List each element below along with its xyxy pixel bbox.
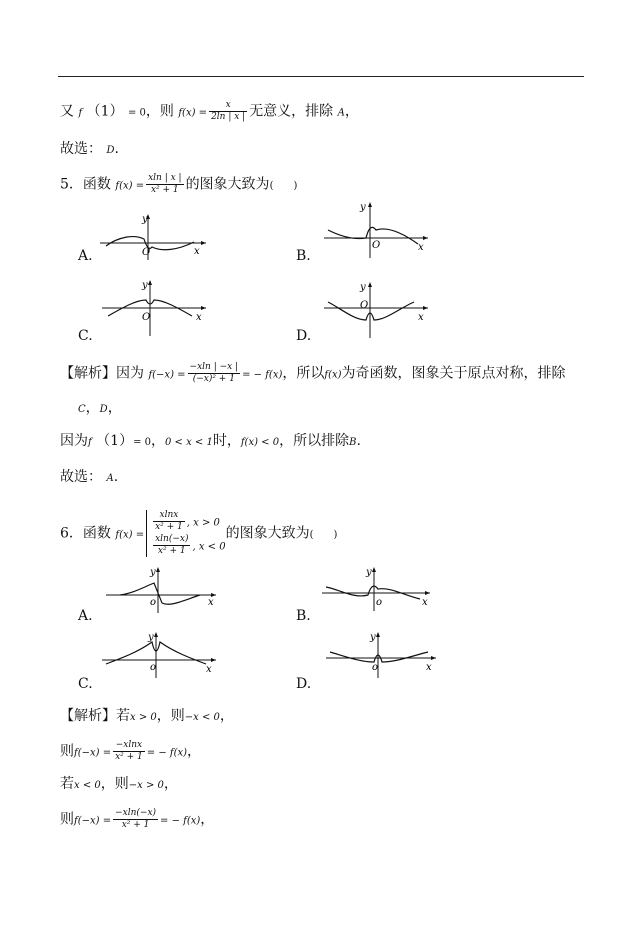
question-number: 6．函数 bbox=[60, 525, 111, 542]
origin-label: o bbox=[150, 662, 157, 673]
y-arrow bbox=[376, 632, 380, 637]
x-arrow bbox=[425, 591, 430, 595]
curve bbox=[330, 652, 428, 662]
y-label: y bbox=[366, 567, 372, 578]
fraction: $\frac{-xlnx}{\text{x² + 1}}$ bbox=[115, 740, 143, 762]
y-arrow bbox=[154, 632, 158, 637]
text: ， bbox=[219, 708, 234, 724]
math: C bbox=[78, 404, 86, 415]
q5-option-a-graph[interactable] bbox=[98, 212, 208, 262]
solution-5-line-1 bbox=[60, 362, 566, 386]
q6-option-b-label: B. bbox=[296, 608, 311, 624]
solution-line-2 bbox=[60, 139, 119, 161]
solution-6-line-2 bbox=[60, 740, 201, 764]
text: . bbox=[113, 469, 119, 485]
curve bbox=[328, 302, 414, 320]
y-arrow bbox=[372, 567, 376, 572]
fraction: $\frac{-xln(-x)}{\text{x² + 1}}$ bbox=[115, 808, 157, 830]
y-label: y bbox=[142, 214, 148, 225]
math: f(x) = bbox=[178, 107, 208, 119]
text: 又 bbox=[60, 103, 74, 120]
fraction: $\frac{-xln | -x |}{\text{(−x)² + 1}}$ bbox=[189, 362, 239, 384]
text: . bbox=[356, 433, 361, 449]
origin-label: o bbox=[376, 597, 383, 608]
text: 无意义，排除 bbox=[249, 103, 334, 120]
math: x > 0 bbox=[130, 712, 157, 723]
x-label: x bbox=[426, 662, 432, 673]
question-number: 5．函数 bbox=[60, 176, 111, 193]
text: 为奇函数，图象关于原点对称，排除 bbox=[341, 365, 566, 382]
text: 故选： bbox=[60, 469, 102, 485]
q5-option-b-graph[interactable] bbox=[322, 200, 432, 260]
text: . bbox=[114, 141, 119, 157]
text: 【解析】因为 bbox=[60, 365, 144, 382]
piecewise: $\frac{xlnx}{\text{x² + 1}}$ , x > 0 $\frac{xln(-x)}{\text{x² + 1}}$ , x < 0 bbox=[146, 510, 226, 557]
origin-label: o bbox=[372, 662, 379, 673]
text: ， bbox=[344, 103, 359, 120]
q5-option-c-graph[interactable] bbox=[100, 278, 210, 338]
y-arrow bbox=[148, 280, 152, 285]
math: B bbox=[349, 437, 357, 448]
math: −x < 0 bbox=[184, 712, 220, 723]
top-rule bbox=[58, 76, 584, 77]
q6-option-d-graph[interactable] bbox=[324, 630, 444, 680]
math: = − f(x) bbox=[146, 747, 188, 759]
x-arrow bbox=[201, 306, 206, 310]
text: ，则 bbox=[156, 708, 185, 724]
y-label: y bbox=[148, 632, 154, 643]
blank: ( ) bbox=[309, 529, 338, 541]
q6-option-a-graph[interactable] bbox=[104, 565, 224, 615]
q5-option-d-label: D. bbox=[296, 328, 312, 344]
text: ， bbox=[187, 743, 202, 760]
text: ， bbox=[200, 811, 215, 828]
text: 时， bbox=[212, 433, 241, 449]
y-label: y bbox=[370, 632, 376, 643]
x-arrow bbox=[211, 658, 216, 662]
text: 则 bbox=[60, 743, 74, 760]
q5-option-b-label: B. bbox=[296, 248, 311, 264]
text: ，所以排除 bbox=[279, 433, 350, 449]
math: −x > 0 bbox=[128, 780, 164, 791]
x-label: x bbox=[194, 246, 200, 257]
text: 的图象大致为 bbox=[185, 176, 270, 193]
math: f(x) = bbox=[115, 529, 145, 541]
text: ，则 bbox=[100, 776, 129, 792]
math: f bbox=[78, 107, 83, 119]
x-arrow bbox=[423, 236, 428, 240]
x-label: x bbox=[206, 664, 212, 675]
q5-option-a-label: A. bbox=[78, 248, 93, 264]
blank: ( ) bbox=[269, 180, 298, 192]
math: f(x) bbox=[324, 369, 342, 381]
math: 0 < x < 1 bbox=[165, 437, 213, 448]
math: x < 0 bbox=[74, 780, 101, 791]
text: 的图象大致为 bbox=[225, 525, 310, 542]
solution-line-1 bbox=[60, 100, 359, 124]
solution-6-line-3 bbox=[60, 774, 178, 796]
math: = − f(x) bbox=[242, 369, 283, 381]
q6-option-c-label: C. bbox=[78, 676, 93, 692]
math: f(−x) = bbox=[148, 369, 186, 381]
text: 若 bbox=[60, 776, 74, 792]
x-label: x bbox=[196, 312, 202, 323]
y-arrow bbox=[368, 282, 372, 287]
x-arrow bbox=[201, 241, 206, 245]
origin-label: O bbox=[360, 300, 369, 311]
fraction: $\frac{x}{2\ln | x |}$ bbox=[211, 100, 246, 122]
x-label: x bbox=[422, 597, 428, 608]
math: = − f(x) bbox=[160, 815, 201, 827]
solution-5-line-4 bbox=[60, 467, 118, 489]
y-arrow bbox=[368, 202, 372, 207]
math: = 0 bbox=[127, 107, 146, 119]
solution-6-line-1 bbox=[60, 706, 234, 728]
y-label: y bbox=[360, 202, 366, 213]
origin-label: O bbox=[372, 240, 381, 251]
y-arrow bbox=[156, 567, 160, 572]
y-label: y bbox=[360, 282, 366, 293]
text: 故选： bbox=[60, 141, 102, 157]
q5-option-d-graph[interactable] bbox=[322, 280, 432, 340]
fraction: $\frac{xln | x |}{\text{x² + 1}}$ bbox=[148, 173, 182, 195]
q6-option-c-graph[interactable] bbox=[100, 630, 220, 680]
text: 则 bbox=[60, 811, 74, 828]
q6-option-d-label: D. bbox=[296, 676, 312, 692]
text: 【解析】若 bbox=[60, 708, 130, 724]
text: （1） bbox=[86, 103, 124, 120]
solution-5-line-3 bbox=[60, 431, 361, 453]
text: 因为 bbox=[60, 433, 88, 449]
question-5 bbox=[60, 173, 297, 197]
text: ， bbox=[107, 400, 122, 416]
math: f bbox=[88, 437, 92, 448]
text: ， bbox=[151, 433, 165, 449]
math: f(x) < 0 bbox=[240, 437, 280, 448]
y-label: y bbox=[142, 280, 148, 291]
text: （1） bbox=[96, 433, 134, 449]
curve bbox=[120, 583, 200, 604]
x-arrow bbox=[431, 656, 436, 660]
question-6 bbox=[60, 510, 337, 557]
q6-option-a-label: A. bbox=[78, 608, 93, 624]
math: f(−x) = bbox=[74, 815, 112, 827]
origin-label: O bbox=[142, 247, 151, 258]
origin-label: o bbox=[150, 597, 157, 608]
math: A bbox=[337, 107, 345, 119]
solution-6-line-4 bbox=[60, 808, 214, 832]
x-label: x bbox=[208, 597, 214, 608]
text: ， bbox=[85, 400, 100, 416]
answer: D bbox=[106, 145, 115, 156]
q6-option-b-graph[interactable] bbox=[320, 565, 435, 615]
answer: A bbox=[106, 473, 114, 484]
math: f(−x) = bbox=[74, 747, 112, 759]
x-label: x bbox=[418, 242, 424, 253]
x-label: x bbox=[418, 312, 424, 323]
math: f(x) = bbox=[115, 180, 145, 192]
x-arrow bbox=[423, 306, 428, 310]
text: ， bbox=[163, 776, 178, 792]
solution-5-line-2 bbox=[78, 398, 122, 420]
y-label: y bbox=[150, 567, 156, 578]
math: = 0 bbox=[133, 437, 151, 448]
origin-label: O bbox=[142, 312, 151, 323]
math: D bbox=[99, 404, 108, 415]
q5-option-c-label: C. bbox=[78, 328, 93, 344]
text: ，则 bbox=[145, 103, 174, 120]
text: ，所以 bbox=[282, 365, 325, 382]
